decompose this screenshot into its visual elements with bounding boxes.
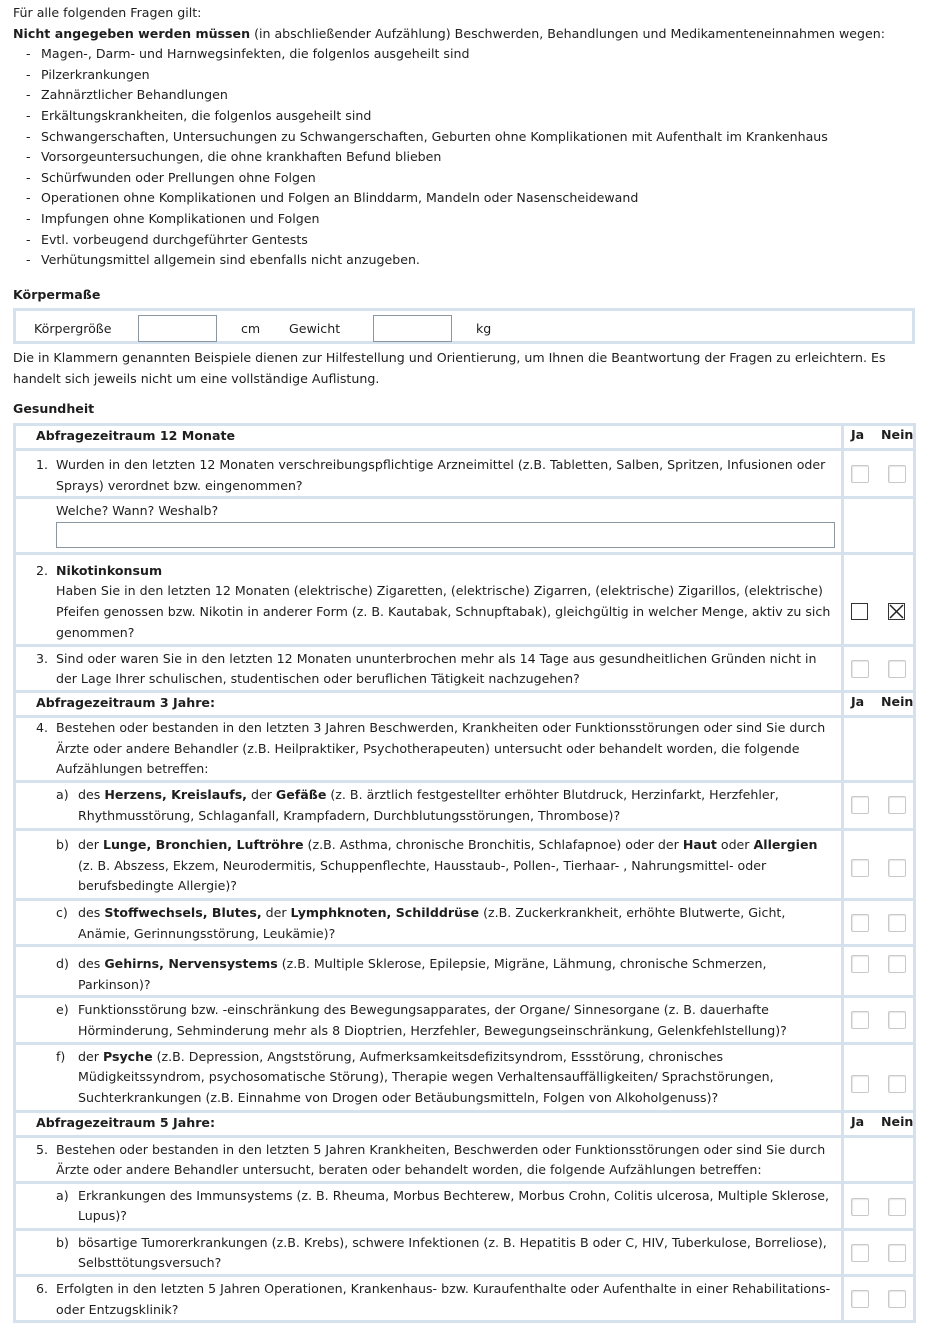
- list-dash: -: [26, 231, 31, 247]
- question-number: a): [56, 1187, 69, 1203]
- period-header-5-years: Abfragezeitraum 5 Jahre:: [36, 1114, 215, 1130]
- exclusion-list-item: [26, 106, 923, 127]
- question-text: Funktionsstörung bzw. -einschränkung des Bewegungsapparates, der Organe/ Sinnesorgane (z. B. dauerhafte Hörminderung, Sehminderung mehr als 8 Dioptrien, Herzfehler, Bewegungseinschränkung, Gelenkfehlstellung)?: [78, 1002, 787, 1038]
- q4b-nein-checkbox[interactable]: [888, 859, 906, 877]
- question-number: e): [56, 1002, 69, 1018]
- sub-question-row: [15, 1229, 915, 1275]
- question-text: des Herzens, Kreislaufs, der Gefäße (z. B. ärztlich festgestellter erhöhter Blutdruck, Herzinfarkt, Herzfehler, Rhythmusstörung, Schlaganfall, Krampfadern, Durchblutungsstörungen, Thrombose)?: [78, 786, 779, 823]
- question-row: [15, 645, 915, 691]
- list-dash: -: [26, 128, 31, 144]
- height-unit: cm: [241, 321, 261, 336]
- exclusion-list-item: [26, 85, 923, 106]
- question-number: a): [56, 786, 69, 802]
- question-text: Erkrankungen des Immunsystems (z. B. Rheuma, Morbus Bechterew, Morbus Crohn, Colitis ulcerosa, Multiple Sklerose, Lupus)?: [78, 1187, 830, 1224]
- question-title: Nikotinkonsum: [56, 562, 163, 578]
- q4e-ja-checkbox[interactable]: [851, 1011, 869, 1029]
- period-header-row: [15, 1111, 915, 1136]
- followup-input[interactable]: [56, 522, 835, 548]
- question-number: c): [56, 904, 68, 920]
- list-dash: -: [26, 252, 31, 268]
- q5a-nein-checkbox[interactable]: [888, 1198, 906, 1216]
- q4f-ja-checkbox[interactable]: [851, 1075, 869, 1093]
- exclusion-item-text: Zahnärztlicher Behandlungen: [41, 87, 228, 103]
- period-header-row: [15, 691, 915, 716]
- sub-question-row: [15, 829, 915, 899]
- body-measurements-box: [13, 308, 915, 344]
- exclusion-list-item: [26, 44, 923, 65]
- intro-line: Für alle folgenden Fragen gilt:: [13, 5, 202, 20]
- q4e-nein-checkbox[interactable]: [888, 1011, 906, 1029]
- q4c-nein-checkbox[interactable]: [888, 914, 906, 932]
- height-label: Körpergröße: [34, 321, 112, 336]
- nein-column-header: Nein: [881, 427, 914, 442]
- question-text: Wurden in den letzten 12 Monaten verschreibungspflichtige Arzneimittel (z.B. Tabletten, Salben, Spritzen, Infusionen oder Sprays) verordnet bzw. eingenommen?: [56, 457, 826, 493]
- exclusion-list-item: [26, 209, 923, 230]
- q5b-ja-checkbox[interactable]: [851, 1244, 869, 1262]
- question-row: [15, 1275, 915, 1321]
- question-row: [15, 553, 915, 645]
- intro-section: [13, 3, 923, 271]
- list-dash: -: [26, 149, 31, 165]
- examples-note: Die in Klammern genannten Beispiele dienen zur Hilfestellung und Orientierung, um Ihnen die Beantwortung der Fragen zu erleichtern. Es handelt sich jeweils nicht um eine vollständige Auflistung.: [13, 350, 886, 386]
- question-number: b): [56, 836, 69, 852]
- list-dash: -: [26, 46, 31, 62]
- q2-ja-checkbox[interactable]: [851, 603, 868, 620]
- question-number: 1.: [36, 457, 49, 472]
- period-header-12-months: Abfragezeitraum 12 Monate: [36, 428, 236, 443]
- exclusion-item-text: Impfungen ohne Komplikationen und Folgen: [41, 210, 320, 226]
- list-dash: -: [26, 66, 31, 82]
- exclusion-item-text: Verhütungsmittel allgemein sind ebenfalls nicht anzugeben.: [41, 252, 420, 268]
- exclusion-item-text: Schürfwunden oder Prellungen ohne Folgen: [41, 169, 316, 185]
- sub-question-row: [15, 1043, 915, 1111]
- question-text: der Lunge, Bronchien, Luftröhre (z.B. Asthma, chronische Bronchitis, Schlafapnoe) oder der Haut oder Allergien (z. B. Abszess, Ekzem, Neurodermitis, Schuppenflechte, Hausstaub-, Pollen-, Tierhaar- , Nahrungsmittel- oder berufsbedingte Allergie)?: [78, 836, 818, 894]
- q5b-nein-checkbox[interactable]: [888, 1244, 906, 1262]
- exclusion-list-item: [26, 168, 923, 189]
- q4a-nein-checkbox[interactable]: [888, 796, 906, 814]
- nein-column-header: Nein: [881, 1113, 914, 1129]
- question-text: des Gehirns, Nervensystems (z.B. Multiple Sklerose, Epilepsie, Migräne, Lähmung, chronische Schmerzen, Parkinson)?: [78, 956, 767, 992]
- list-dash: -: [26, 169, 31, 185]
- weight-input[interactable]: [373, 315, 452, 342]
- exclusion-item-text: Schwangerschaften, Untersuchungen zu Schwangerschaften, Geburten ohne Komplikationen mit Aufenthalt im Krankenhaus: [41, 128, 828, 144]
- exclusion-item-text: Erkältungskrankheiten, die folgenlos ausgeheilt sind: [41, 107, 372, 123]
- checkmark-x-icon: [889, 604, 904, 619]
- exclusion-item-text: Vorsorgeuntersuchungen, die ohne krankhaften Befund blieben: [41, 149, 442, 165]
- question-text: bösartige Tumorerkrankungen (z.B. Krebs), schwere Infektionen (z. B. Hepatitis B oder C, HIV, Tuberkulose, Borreliose), Selbsttötungsversuch?: [78, 1234, 827, 1271]
- question-row: [15, 1136, 915, 1182]
- sub-question-row: [15, 1182, 915, 1229]
- exclusion-list-item: [26, 188, 923, 209]
- exclusion-list-item: [26, 250, 923, 271]
- q4d-nein-checkbox[interactable]: [888, 955, 906, 973]
- q4c-ja-checkbox[interactable]: [851, 914, 869, 932]
- period-header-3-years: Abfragezeitraum 3 Jahre:: [36, 694, 215, 710]
- question-text: des Stoffwechsels, Blutes, der Lymphknoten, Schilddrüse (z.B. Zuckerkrankheit, erhöhte Blutwerte, Gicht, Anämie, Gerinnungsstörung, Leukämie)?: [78, 904, 786, 941]
- exclusion-list-item: [26, 147, 923, 168]
- list-dash: -: [26, 190, 31, 206]
- exclusion-list-item: [26, 127, 923, 148]
- height-input[interactable]: [138, 315, 217, 342]
- list-dash: -: [26, 87, 31, 103]
- sub-question-row: [15, 899, 915, 945]
- question-text: Bestehen oder bestanden in den letzten 5 Jahren Krankheiten, Beschwerden oder Funktionsstörungen oder sind Sie durch Ärzte oder andere Behandler untersucht, beraten oder behandelt worden, die folgende Aufzählungen betreffen:: [56, 1141, 826, 1178]
- exclusion-list-item: [26, 65, 923, 86]
- weight-label: Gewicht: [289, 321, 341, 336]
- sub-question-row: [15, 781, 915, 829]
- question-text: Erfolgten in den letzten 5 Jahren Operationen, Krankenhaus- bzw. Kuraufenthalte oder Aufenthalte in einer Rehabilitations- oder Entzugsklinik?: [56, 1280, 831, 1317]
- followup-label: Welche? Wann? Weshalb?: [56, 503, 219, 519]
- q6-nein-checkbox[interactable]: [888, 1290, 906, 1308]
- question-text: der Psyche (z.B. Depression, Angststörung, Aufmerksamkeitsdefizitsyndrom, Essstörung, chronisches Müdigkeitssyndrom, psychosomatische Störung), Therapie wegen Verhaltensauffälligkeiten/ Sprachstörungen, Suchterkrankungen (z.B. Einnahme von Drogen oder Betäubungsmitteln, Folgen von Alkoholgenuss)?: [78, 1048, 774, 1105]
- question-number: 2.: [36, 562, 49, 578]
- list-dash: -: [26, 210, 31, 226]
- exclusion-item-text: Operationen ohne Komplikationen und Folgen an Blinddarm, Mandeln oder Nasenscheidewand: [41, 190, 639, 206]
- question-text: Bestehen oder bestanden in den letzten 3 Jahren Beschwerden, Krankheiten oder Funktionsstörungen oder sind Sie durch Ärzte oder andere Behandler (z.B. Heilpraktiker, Psychotherapeuten) untersucht oder behandelt worden, die folgende Aufzählungen betreffen:: [56, 719, 826, 777]
- question-row: [15, 450, 915, 498]
- q4b-ja-checkbox[interactable]: [851, 859, 869, 877]
- exclusion-item-text: Evtl. vorbeugend durchgeführter Gentests: [41, 231, 308, 247]
- list-dash: -: [26, 107, 31, 123]
- question-text: Haben Sie in den letzten 12 Monaten (elektrische) Zigaretten, (elektrische) Zigarren, (elektrische) Zigarillos, (elektrische) Pfeifen genossen bzw. Nikotin in anderer Form (z. B. Kautabak, Schnupftabak), gleichgültig in welcher Menge, aktiv zu sich genommen?: [56, 583, 831, 640]
- question-followup-row: [15, 498, 915, 554]
- q5a-ja-checkbox[interactable]: [851, 1198, 869, 1216]
- question-number: d): [56, 956, 69, 972]
- exclusion-item-text: Pilzerkrankungen: [41, 66, 150, 82]
- ja-column-header: Ja: [851, 693, 865, 709]
- exclusion-list: [13, 44, 923, 271]
- weight-unit: kg: [476, 321, 492, 336]
- question-number: 3.: [36, 650, 49, 666]
- question-row: [15, 716, 915, 781]
- intro-exclusion-bold: Nicht angegeben werden müssen: [13, 25, 251, 41]
- question-number: b): [56, 1234, 69, 1250]
- health-questions-table: [13, 423, 916, 1323]
- intro-exclusion-rest: (in abschließender Aufzählung) Beschwerden, Behandlungen und Medikamenteneinnahmen wegen:: [250, 25, 885, 41]
- q6-ja-checkbox[interactable]: [851, 1290, 869, 1308]
- question-number: 4.: [36, 719, 49, 735]
- q1-ja-checkbox[interactable]: [851, 465, 869, 483]
- question-number: 6.: [36, 1280, 49, 1296]
- nein-column-header: Nein: [881, 693, 914, 709]
- sub-question-row: [15, 997, 915, 1043]
- q1-nein-checkbox[interactable]: [888, 465, 906, 483]
- question-number: f): [56, 1048, 66, 1064]
- sub-question-row: [15, 946, 915, 997]
- question-number: 5.: [36, 1141, 49, 1157]
- period-header-row: [15, 425, 915, 450]
- intro-exclusion-line: [13, 24, 923, 45]
- q4f-nein-checkbox[interactable]: [888, 1075, 906, 1093]
- section-title-koerpermasse: Körpermaße: [13, 287, 101, 302]
- exclusion-item-text: Magen-, Darm- und Harnwegsinfekten, die folgenlos ausgeheilt sind: [41, 46, 470, 62]
- question-text: Sind oder waren Sie in den letzten 12 Monaten ununterbrochen mehr als 14 Tage aus gesundheitlichen Gründen nicht in der Lage Ihrer schulischen, studentischen oder beruflichen Tätigkeit nachzugehen?: [56, 650, 817, 687]
- ja-column-header: Ja: [851, 1113, 865, 1129]
- q3-ja-checkbox[interactable]: [851, 660, 869, 678]
- exclusion-list-item: [26, 230, 923, 251]
- q2-nein-checkbox-checked[interactable]: [888, 603, 905, 620]
- q4a-ja-checkbox[interactable]: [851, 796, 869, 814]
- section-title-gesundheit: Gesundheit: [13, 401, 95, 416]
- ja-column-header: Ja: [851, 427, 865, 442]
- q4d-ja-checkbox[interactable]: [851, 955, 869, 973]
- q3-nein-checkbox[interactable]: [888, 660, 906, 678]
